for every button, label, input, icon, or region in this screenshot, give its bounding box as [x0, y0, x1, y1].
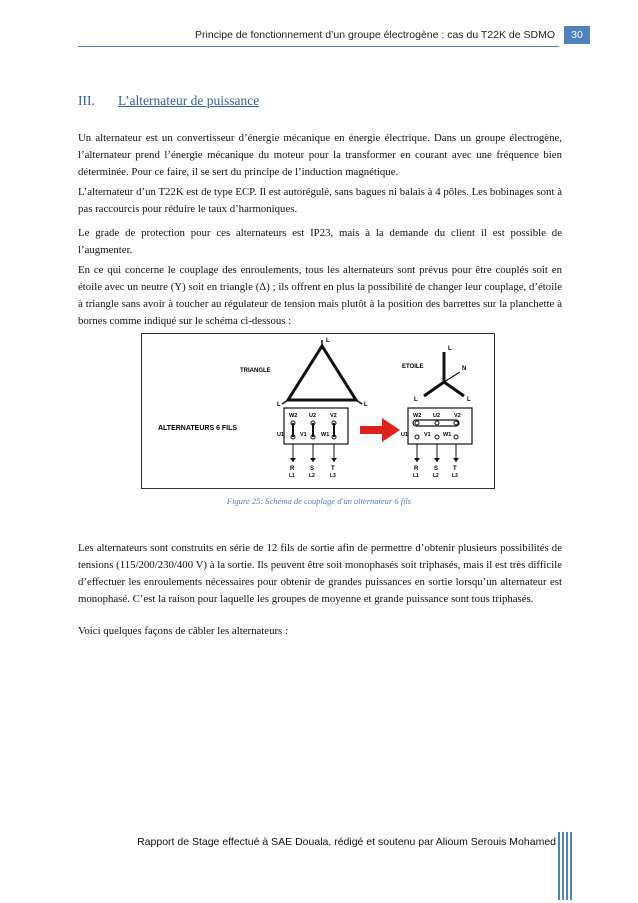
header-rule [78, 46, 559, 47]
section-title: L’alternateur de puissance [118, 93, 260, 108]
tb2-w1: W1 [443, 432, 452, 438]
tb2-t: T [453, 466, 457, 472]
tb1-u2: U2 [309, 413, 317, 419]
paragraph-1: Un alternateur est un convertisseur d’énergie mécanique en énergie électrique. Dans un groupe électrogène, l’alternateur prend l’énergie mécanique du moteur pour la transformer en courant avec une fréquence bien déterminée. Pour ce faire, il se sert du principe de l’induction magnétique. [78, 132, 562, 178]
footer-text: Rapport de Stage effectué à SAE Douala, rédigé et soutenu par Alioum Serouis Mohamed [137, 836, 556, 848]
paragraph-2: L’alternateur d’un T22K est de type ECP. Il est autorégulé, sans bagues ni balais à 4 pôles. Les bobinages sont à pas raccourcis pour réduire le taux d’harmoniques. [78, 186, 562, 215]
footer-decoration [558, 832, 572, 900]
star-l-left: L [414, 397, 418, 403]
tb1-v2: V2 [330, 413, 337, 419]
triangle-terminal-board [277, 408, 348, 479]
triangle-label: TRIANGLE [240, 368, 271, 374]
star-terminal-board [401, 408, 472, 479]
triangle-l-right: L [364, 402, 368, 408]
section-heading [78, 93, 259, 109]
star-winding-diagram [402, 346, 471, 403]
tb2-u1: U1 [401, 432, 409, 438]
star-n: N [462, 366, 467, 372]
tb2-v2: V2 [454, 413, 461, 419]
tb2-v1: V1 [424, 432, 431, 438]
paragraph-4: En ce qui concerne le couplage des enroulements, tous les alternateurs sont prévus pour être couplés soit en étoile avec un neutre (Y) soit en triangle (Δ) ; ils offrent en plus la possibilité de changer leur couplage, d’étoile à triangle sans avoir à toucher au régulateur de tension mais plutôt à la position des barrettes sur la planchette à bornes comme indiqué sur le schéma ci-dessous : [78, 264, 562, 327]
tb2-l1: L1 [413, 473, 419, 479]
section-number: III. [78, 93, 95, 108]
triangle-l-top: L [326, 338, 330, 344]
tb2-s: S [434, 466, 439, 472]
tb1-l3: L3 [330, 473, 336, 479]
paragraph-3: Le grade de protection pour ces alternateurs est IP23, mais à la demande du client il est possible de l’augmenter. [78, 227, 562, 256]
tb1-w1: W1 [321, 432, 330, 438]
etoile-label: ETOILE [402, 364, 424, 370]
tb1-s: S [310, 466, 315, 472]
tb1-t: T [331, 466, 335, 472]
alternateurs-6-fils-label: ALTERNATEURS 6 FILS [158, 425, 238, 432]
tb1-l1: L1 [289, 473, 295, 479]
tb1-v1: V1 [300, 432, 307, 438]
tb2-w2: W2 [413, 413, 422, 419]
triangle-l-left: L [277, 402, 281, 408]
tb1-l2: L2 [309, 473, 315, 479]
tb2-l3: L3 [452, 473, 458, 479]
tb2-l2: L2 [433, 473, 439, 479]
paragraph-6: Voici quelques façons de câbler les alternateurs : [78, 625, 288, 637]
star-l-right: L [467, 397, 471, 403]
header-title: Principe de fonctionnement d’un groupe électrogène : cas du T22K de SDMO [195, 29, 555, 41]
coupling-diagram [141, 333, 495, 489]
tb2-r: R [414, 466, 419, 472]
figure-caption: Figure 25: Schéma de couplage d'un alternateur 6 fils [226, 496, 412, 506]
page-number: 30 [564, 26, 590, 44]
coupling-diagram-svg [142, 334, 494, 488]
tb1-r: R [290, 466, 295, 472]
star-l-top: L [448, 346, 452, 352]
triangle-winding-diagram [240, 338, 368, 408]
paragraph-5: Les alternateurs sont construits en série de 12 fils de sortie afin de permettre d’obtenir plusieurs possibilités de tensions (115/200/230/400 V) à la sortie. Ils peuvent être soit monophasés soit triphasés, mais il est très difficile d’effectuer les enroulements nécessaires pour obtenir de grandes puissances en sortie lorsqu’un alternateur est monophasé. C’est la raison pour laquelle les groupes de moyenne et grande puissance sont tous triphasés. [78, 542, 562, 605]
tb2-u2: U2 [433, 413, 441, 419]
tb1-w2: W2 [289, 413, 298, 419]
tb1-u1: U1 [277, 432, 285, 438]
red-arrow-icon [360, 418, 400, 442]
